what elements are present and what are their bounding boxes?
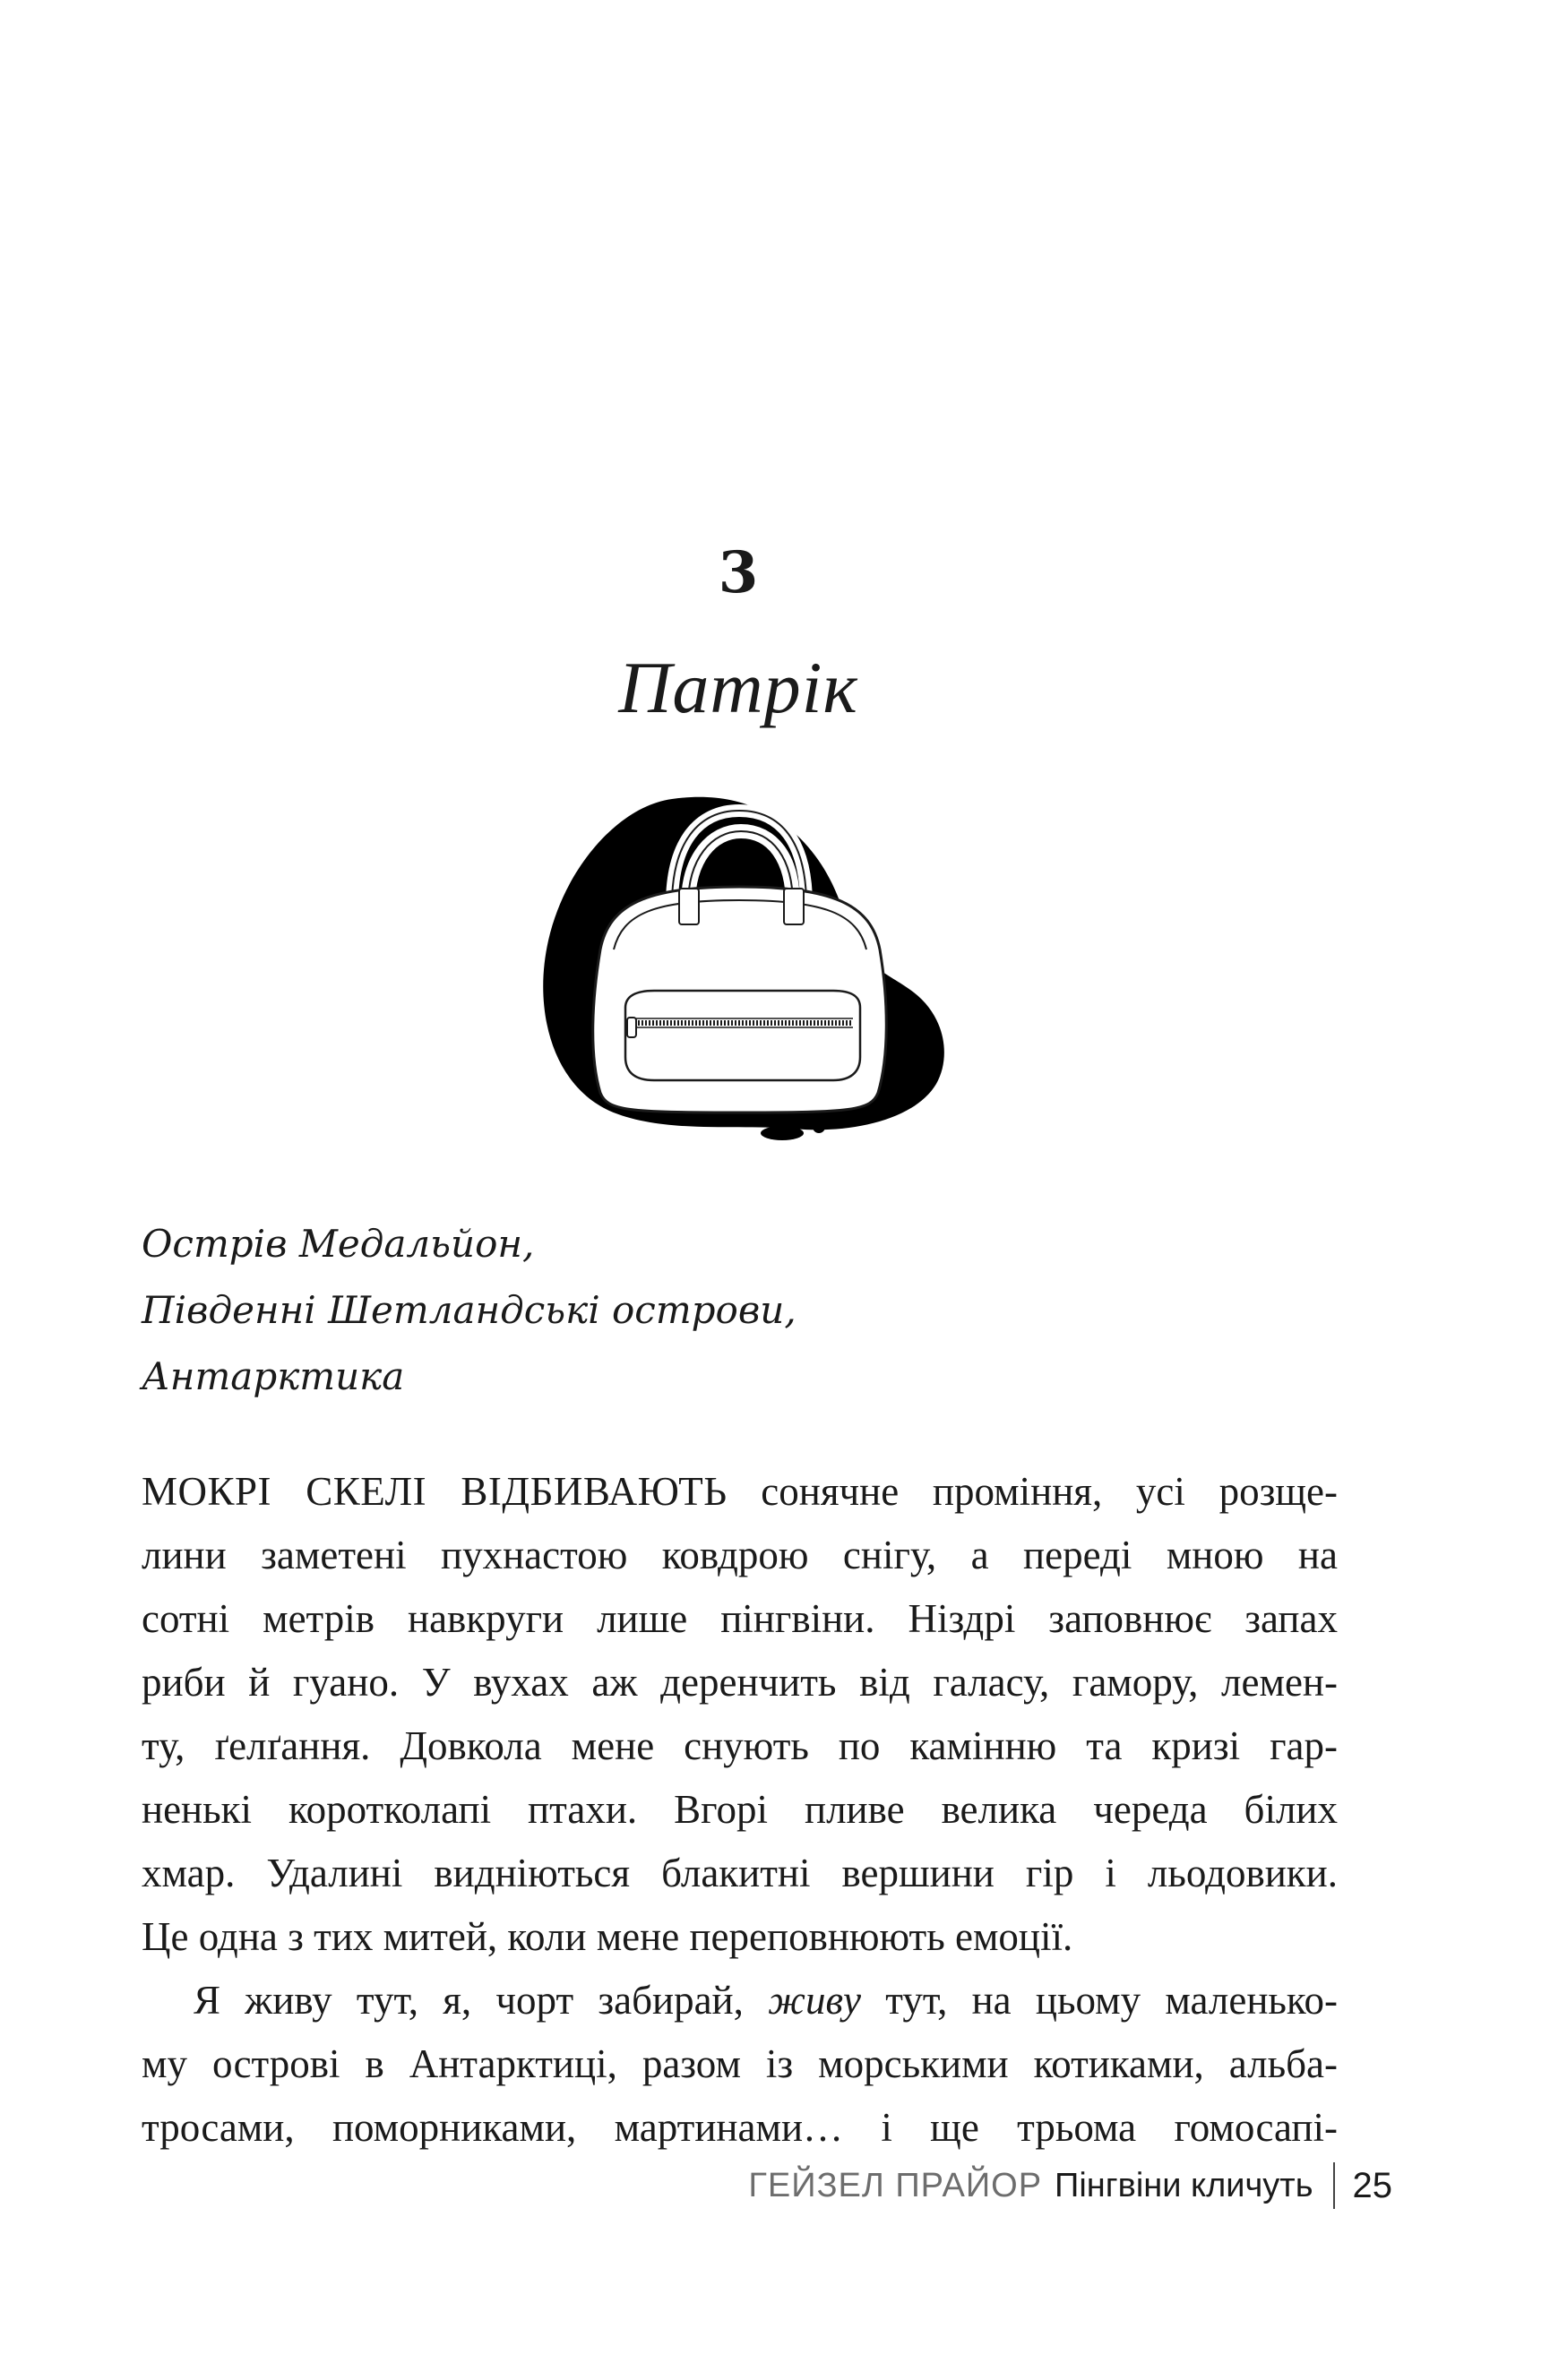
chapter-title: Патрік — [618, 647, 858, 728]
paragraph-line: ненькі коротколапі птахи. Вгорі пливе велика череда білих — [142, 1787, 1338, 1832]
footer-divider — [1333, 2162, 1335, 2209]
bag-zipper-pull — [627, 1018, 636, 1037]
duffel-bag-icon — [538, 788, 950, 1156]
bag-strap-left — [679, 889, 699, 924]
paragraph-line: сотні метрів навкруги лише пінгвіни. Ніздрі заповнює запах — [142, 1596, 1338, 1641]
emphasis-text: живу — [768, 1978, 862, 2023]
paragraph-line: риби й гуано. У вухах аж деренчить від галасу, гамору, лемен- — [142, 1660, 1338, 1705]
paragraph-text: сонячне проміння, усі розще- — [727, 1469, 1339, 1514]
paragraph-line: Це одна з тих митей, коли мене переповнюють емоції. — [142, 1914, 1073, 1959]
location-line: Антарктика — [142, 1354, 405, 1398]
chapter-number: 3 — [718, 539, 759, 606]
blob-drop-small — [813, 1121, 825, 1133]
location-line: Південні Шетландські острови, — [142, 1288, 797, 1332]
paragraph-line: тросами, поморниками, мартинами… і ще трьома гомосапі- — [142, 2105, 1338, 2150]
paragraph-line — [142, 1460, 1338, 1524]
footer-book-title: Пінгвіни кличуть — [1055, 2166, 1313, 2204]
footer-author: ГЕЙЗЕЛ ПРАЙОР — [748, 2166, 1043, 2204]
blob-drop — [761, 1126, 804, 1140]
bag-strap-right — [784, 889, 804, 924]
body-text — [142, 1460, 1338, 2160]
paragraph-text: тут, на цьому маленько- — [861, 1978, 1338, 2023]
paragraph-line — [142, 1969, 1338, 2032]
page-footer — [748, 2159, 1392, 2212]
paragraph-line: хмар. Удалині видніються блакитні вершини гір і льодовики. — [142, 1851, 1338, 1895]
paragraph-line: му острові в Антарктиці, разом із морськими котиками, альба- — [142, 2041, 1338, 2086]
bag-pocket — [625, 991, 860, 1080]
page-number: 25 — [1352, 2165, 1392, 2205]
location-line: Острів Медальйон, — [142, 1222, 535, 1266]
paragraph-text: Я живу тут, я, чорт забирай, — [194, 1978, 769, 2023]
paragraph-line: лини заметені пухнастою ковдрою снігу, а переді мною на — [142, 1533, 1338, 1577]
paragraph-line: ту, ґелґання. Довкола мене снують по камінню та кризі гар- — [142, 1723, 1338, 1768]
location-block — [142, 1211, 1396, 1410]
opening-caps: МОКРІ СКЕЛІ ВІДБИВАЮТЬ — [142, 1469, 728, 1514]
